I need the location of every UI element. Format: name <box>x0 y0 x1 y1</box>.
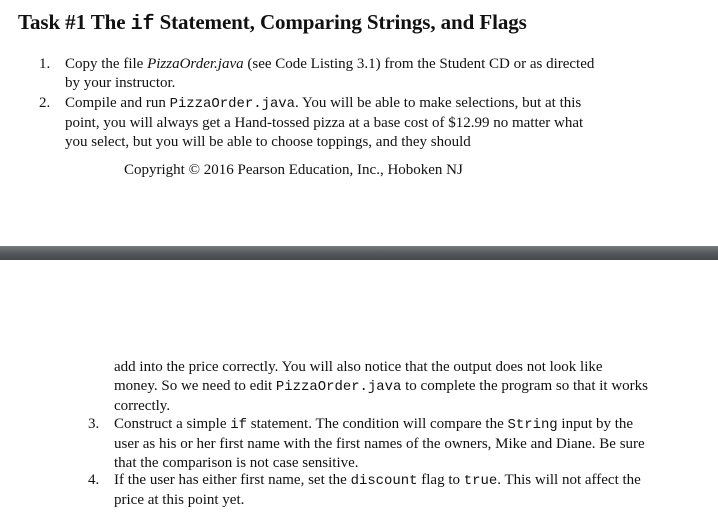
list-number: 2. <box>39 95 51 111</box>
cont-text-1: add into the price correctly. You will also notice that the output does not look like money. So we need to edit <box>114 359 603 394</box>
item3-code-string: String <box>507 417 558 433</box>
item2-code: PizzaOrder.java <box>169 96 296 112</box>
item3-code-if: if <box>230 417 247 433</box>
title-suffix: Statement, Comparing Strings, and Flags <box>154 10 527 34</box>
title-code-if: if <box>130 13 155 36</box>
list-number: 4. <box>88 472 100 488</box>
item3-text-3: input by the user as his or her first name with the first names of the owners, Mike and Diane. Be sure that the comparison is not case sensitive. <box>114 416 645 471</box>
item4-text-3: . This will not affect the price at this point yet. <box>114 472 641 508</box>
item3-text-1: Construct a simple <box>114 416 231 432</box>
item4-text-2: flag to <box>417 472 464 488</box>
cont-code: PizzaOrder.java <box>275 379 402 395</box>
page-bottom <box>0 260 718 520</box>
item4-text-1: If the user has either first name, set the <box>114 472 351 488</box>
page-top <box>0 0 718 246</box>
task-title <box>18 10 527 36</box>
list-number: 1. <box>39 56 51 72</box>
item4-code-true: true <box>463 473 498 489</box>
item4-code-discount: discount <box>350 473 418 489</box>
page-separator <box>0 246 718 260</box>
item1-text-2: (see Code Listing 3.1) from the Student CD or as directed by your instructor. <box>65 56 595 91</box>
item1-filename: PizzaOrder.java <box>147 56 244 72</box>
list-number: 3. <box>88 416 100 432</box>
cont-text-2: to complete the program so that it works correctly. <box>114 378 649 414</box>
title-prefix: Task #1 The <box>18 10 131 34</box>
list-item-1 <box>39 55 605 93</box>
item1-text-1: Copy the file <box>65 56 148 72</box>
item2-text-1: Compile and run <box>65 95 170 111</box>
list-item-3 <box>88 415 649 473</box>
list-item-2 <box>39 94 605 152</box>
list-item-4 <box>88 471 649 510</box>
copyright-footer: Copyright © 2016 Pearson Education, Inc., Hoboken NJ <box>124 162 463 178</box>
list-item-2-continued <box>114 358 649 416</box>
item2-text-2: . You will be able to make selections, but at this point, you will always get a Hand-tossed pizza at a base cost of $12.99 no matter what you select, but you will be able to choose toppings, and they should <box>65 95 584 150</box>
item3-text-2: statement. The condition will compare the <box>246 416 508 432</box>
